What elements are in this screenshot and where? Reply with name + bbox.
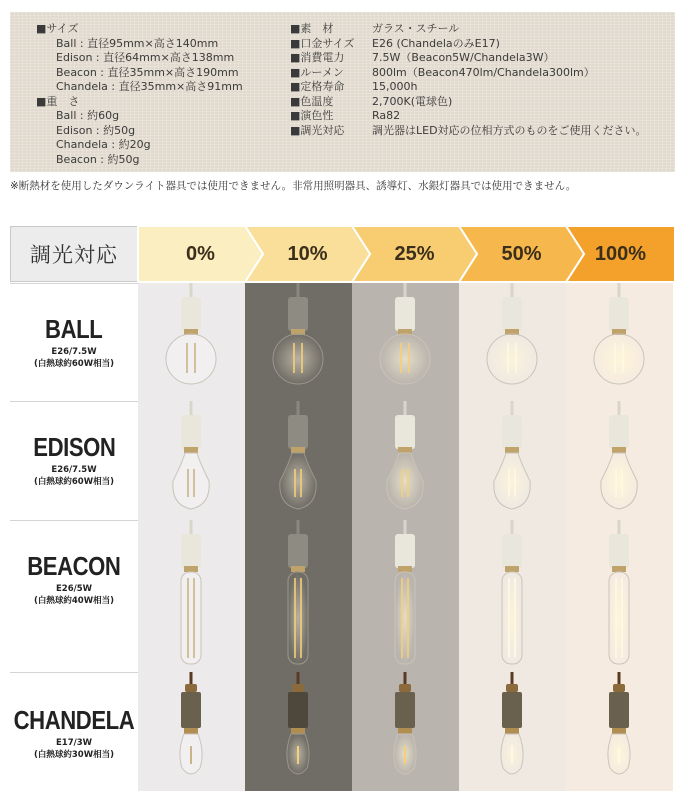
spec-value: 2,700K(電球色) [372, 94, 453, 108]
spec-right-column [290, 22, 647, 138]
spec-key: ■素 材 [290, 22, 334, 35]
spec-value: Ra82 [372, 109, 401, 122]
spec-row [290, 51, 647, 66]
bulb-name: BEACON [27, 551, 121, 581]
spec-key: ■ルーメン [290, 65, 344, 79]
size-item: Ball : 直径95mm×高さ140mm [56, 36, 219, 50]
spec-row [290, 80, 647, 95]
bulb-photo-edison-3 [459, 401, 566, 520]
spec-value: ガラス・スチール [372, 22, 460, 35]
spec-row [290, 22, 647, 37]
bulb-photo-chandela-0 [138, 672, 245, 791]
bulb-photo-beacon-1 [245, 520, 352, 672]
bulb-photo-ball-0 [138, 283, 245, 401]
bulb-row-beacon [10, 520, 138, 636]
dimming-title: 調光対応 [10, 226, 138, 282]
bulb-equivalent: (白熱球約60W相当) [34, 477, 114, 487]
dimming-table [10, 226, 675, 791]
spec-value: 7.5W（Beacon5W/Chandela3W） [372, 51, 555, 64]
size-heading: ■サイズ [36, 22, 79, 35]
bulb-photo-chandela-3 [459, 672, 566, 791]
bulb-spec: E17/3W [55, 737, 93, 748]
spec-key: ■調光対応 [290, 123, 345, 137]
bulb-photo-ball-4 [566, 283, 673, 401]
bulb-photo-edison-1 [245, 401, 352, 520]
size-item: Chandela : 直径35mm×高さ91mm [56, 80, 243, 93]
spec-key: ■演色性 [290, 109, 334, 122]
bulb-photo-ball-2 [352, 283, 459, 401]
weight-item: Edison : 約50g [56, 123, 136, 137]
bulb-row-edison [10, 401, 138, 517]
bulb-row-ball [10, 283, 138, 399]
bulb-equivalent: (白熱球約40W相当) [34, 596, 114, 606]
weight-item: Chandela : 約20g [56, 138, 151, 151]
bulb-photo-ball-3 [459, 283, 566, 401]
weight-item: Beacon : 約50g [56, 152, 140, 166]
spec-row [290, 124, 647, 139]
spec-value: E26 (ChandelaのみE17) [372, 36, 500, 50]
spec-row [290, 95, 647, 110]
bulb-photo-chandela-4 [566, 672, 673, 791]
bulb-photo-chandela-1 [245, 672, 352, 791]
spec-left-column [36, 22, 243, 167]
usage-note: ※断熱材を使用したダウンライト器具では使用できません。非常用照明器具、誘導灯、水銀灯器具では使用できません。 [10, 180, 577, 192]
bulb-photo-edison-0 [138, 401, 245, 520]
bulb-equivalent: (白熱球約30W相当) [34, 749, 114, 760]
dimming-header [10, 226, 675, 282]
bulb-spec: E26/7.5W [51, 465, 97, 475]
bulb-photo-beacon-4 [566, 520, 673, 672]
weight-heading: ■重 さ [36, 94, 80, 108]
spec-key: ■口金サイズ [290, 36, 355, 50]
weight-item: Ball : 約60g [56, 109, 120, 122]
spec-key: ■色温度 [290, 94, 334, 108]
level-label-50: 50% [501, 242, 542, 265]
spec-key: ■定格寿命 [290, 80, 345, 93]
spec-value: 調光器はLED対応の位相方式のものをご使用ください。 [372, 123, 647, 137]
bulb-equivalent: (白熱球約60W相当) [34, 359, 114, 369]
bulb-photo-beacon-0 [138, 520, 245, 672]
spec-row [290, 66, 647, 81]
spec-row [290, 109, 647, 124]
bulb-photo-beacon-3 [459, 520, 566, 672]
spec-panel [10, 12, 675, 172]
bulb-name: EDISON [32, 432, 116, 462]
bulb-spec: E26/7.5W [51, 347, 97, 357]
bulb-photo-beacon-2 [352, 520, 459, 672]
level-label-100: 100% [594, 242, 647, 265]
level-label-25: 25% [394, 242, 435, 265]
bulb-photo-ball-1 [245, 283, 352, 401]
bulb-photo-edison-4 [566, 401, 673, 520]
bulb-name: BALL [45, 314, 103, 344]
level-label-10: 10% [287, 242, 328, 265]
spec-value: 15,000h [372, 80, 418, 93]
bulb-row-chandela [10, 672, 138, 791]
bulb-photo-edison-2 [352, 401, 459, 520]
spec-value: 800lm（Beacon470lm/Chandela300lm） [372, 65, 595, 79]
bulb-photo-chandela-2 [352, 672, 459, 791]
size-item: Edison : 直径64mm×高さ138mm [56, 51, 235, 64]
level-label-0: 0% [186, 242, 215, 265]
spec-row [290, 37, 647, 52]
bulb-spec: E26/5W [55, 584, 93, 594]
size-item: Beacon : 直径35mm×高さ190mm [56, 65, 239, 79]
spec-key: ■消費電力 [290, 51, 345, 64]
bulb-name: CHANDELA [13, 704, 135, 735]
